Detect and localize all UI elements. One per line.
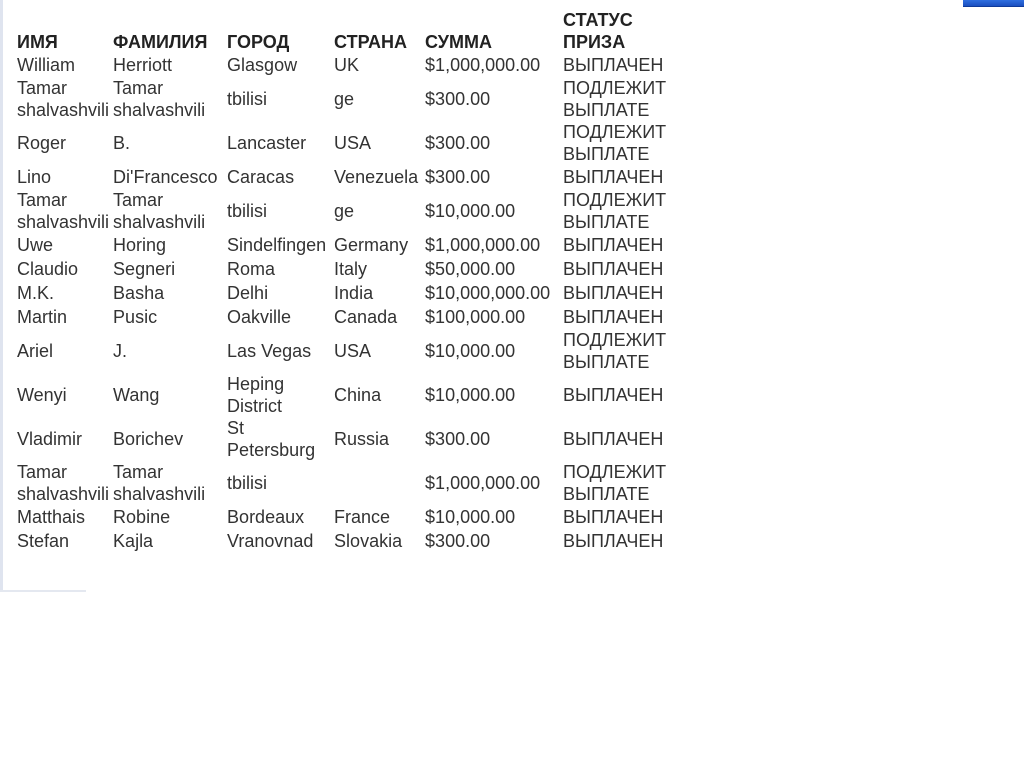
cell-last-name: Basha <box>113 283 165 303</box>
cell-status: ПОДЛЕЖИТ ВЫПЛАТЕ <box>563 78 667 120</box>
cell-status: ВЫПЛАЧЕН <box>563 283 664 303</box>
cell-last-name: Segneri <box>113 259 176 279</box>
cell-city: Las Vegas <box>227 341 312 361</box>
table-row <box>15 461 677 505</box>
table-row <box>15 529 677 553</box>
table-row <box>15 305 677 329</box>
table-row <box>15 165 677 189</box>
cell-last-name: Borichev <box>113 429 184 449</box>
cell-status: ПОДЛЕЖИТ ВЫПЛАТЕ <box>563 330 667 372</box>
header-first-name: ИМЯ <box>17 32 58 52</box>
prize-winners-table <box>15 7 677 553</box>
header-amount: СУММА <box>425 32 492 52</box>
cell-city: Lancaster <box>227 133 307 153</box>
cell-country: Venezuela <box>334 167 419 187</box>
cell-country: Russia <box>334 429 390 449</box>
cell-first-name: Lino <box>17 167 52 187</box>
cell-city: tbilisi <box>227 89 268 109</box>
cell-country: Italy <box>334 259 368 279</box>
table-row <box>15 329 677 373</box>
cell-country: Canada <box>334 307 398 327</box>
cell-status: ВЫПЛАЧЕН <box>563 307 664 327</box>
cell-city: Bordeaux <box>227 507 305 527</box>
cell-last-name: Pusic <box>113 307 158 327</box>
cell-amount: $10,000.00 <box>425 507 516 527</box>
cell-last-name: Di'Francesco <box>113 167 218 187</box>
cell-status: ПОДЛЕЖИТ ВЫПЛАТЕ <box>563 122 667 164</box>
table-body <box>15 53 677 553</box>
cell-country <box>332 461 423 505</box>
cell-status: ВЫПЛАЧЕН <box>563 167 664 187</box>
cell-last-name: Tamar shalvashvili <box>113 190 206 232</box>
table-row <box>15 281 677 305</box>
cell-last-name: J. <box>113 341 128 361</box>
cell-city: Caracas <box>227 167 295 187</box>
cell-country: Germany <box>334 235 409 255</box>
table-row <box>15 505 677 529</box>
top-right-blue-bar <box>963 0 1024 7</box>
cell-country: USA <box>334 133 372 153</box>
cell-status: ВЫПЛАЧЕН <box>563 385 664 405</box>
cell-first-name: Ariel <box>17 341 54 361</box>
cell-first-name: Tamar shalvashvili <box>17 190 110 232</box>
table-row <box>15 417 677 461</box>
cell-first-name: Matthais <box>17 507 86 527</box>
table-row <box>15 233 677 257</box>
cell-first-name: Uwe <box>17 235 54 255</box>
cell-status: ПОДЛЕЖИТ ВЫПЛАТЕ <box>563 190 667 232</box>
cell-amount: $100,000.00 <box>425 307 526 327</box>
cell-last-name: Tamar shalvashvili <box>113 78 206 120</box>
cell-last-name: Robine <box>113 507 171 527</box>
cell-amount: $300.00 <box>425 429 491 449</box>
header-status: СТАТУС ПРИЗА <box>563 10 633 52</box>
table-row <box>15 373 677 417</box>
cell-city: Vranovnad <box>227 531 314 551</box>
cell-country: India <box>334 283 374 303</box>
cell-amount: $1,000,000.00 <box>425 55 541 75</box>
cell-country: ge <box>334 201 355 221</box>
cell-status: ПОДЛЕЖИТ ВЫПЛАТЕ <box>563 462 667 504</box>
header-city: ГОРОД <box>227 32 290 52</box>
cell-first-name: M.K. <box>17 283 55 303</box>
cell-city: Glasgow <box>227 55 298 75</box>
header-country: СТРАНА <box>334 32 408 52</box>
cell-amount: $300.00 <box>425 167 491 187</box>
cell-amount: $300.00 <box>425 89 491 109</box>
cell-status: ВЫПЛАЧЕН <box>563 235 664 255</box>
cell-first-name: Tamar shalvashvili <box>17 462 110 504</box>
cell-country: ge <box>334 89 355 109</box>
cell-amount: $50,000.00 <box>425 259 516 279</box>
cell-city: Oakville <box>227 307 292 327</box>
table-row <box>15 189 677 233</box>
cell-amount: $1,000,000.00 <box>425 473 541 493</box>
cell-country: UK <box>334 55 360 75</box>
left-edge-divider <box>0 0 3 592</box>
cell-amount: $1,000,000.00 <box>425 235 541 255</box>
cell-city: Sindelfingen <box>227 235 327 255</box>
cell-country: China <box>334 385 382 405</box>
cell-amount: $300.00 <box>425 531 491 551</box>
cell-city: Heping District <box>227 374 285 416</box>
cell-first-name: Roger <box>17 133 67 153</box>
cell-country: France <box>334 507 391 527</box>
cell-amount: $10,000,000.00 <box>425 283 551 303</box>
cell-city: tbilisi <box>227 473 268 493</box>
cell-first-name: Wenyi <box>17 385 67 405</box>
cell-city: St Petersburg <box>227 418 316 460</box>
cell-first-name: Stefan <box>17 531 70 551</box>
header-last-name: ФАМИЛИЯ <box>113 32 208 52</box>
cell-first-name: Martin <box>17 307 68 327</box>
bottom-edge-divider <box>0 590 86 592</box>
cell-first-name: Vladimir <box>17 429 83 449</box>
table-row <box>15 257 677 281</box>
cell-amount: $10,000.00 <box>425 341 516 361</box>
cell-status: ВЫПЛАЧЕН <box>563 429 664 449</box>
table-row <box>15 53 677 77</box>
cell-last-name: Tamar shalvashvili <box>113 462 206 504</box>
cell-status: ВЫПЛАЧЕН <box>563 55 664 75</box>
cell-city: tbilisi <box>227 201 268 221</box>
cell-first-name: Tamar shalvashvili <box>17 78 110 120</box>
cell-amount: $10,000.00 <box>425 385 516 405</box>
table-row <box>15 77 677 121</box>
cell-country: USA <box>334 341 372 361</box>
cell-status: ВЫПЛАЧЕН <box>563 531 664 551</box>
cell-last-name: Horing <box>113 235 167 255</box>
cell-last-name: Wang <box>113 385 160 405</box>
cell-first-name: William <box>17 55 75 75</box>
cell-first-name: Claudio <box>17 259 79 279</box>
cell-last-name: B. <box>113 133 131 153</box>
cell-status: ВЫПЛАЧЕН <box>563 507 664 527</box>
cell-city: Roma <box>227 259 276 279</box>
cell-country: Slovakia <box>334 531 403 551</box>
cell-amount: $10,000.00 <box>425 201 516 221</box>
cell-last-name: Herriott <box>113 55 173 75</box>
table-row <box>15 121 677 165</box>
table-header-row <box>15 7 677 53</box>
cell-city: Delhi <box>227 283 269 303</box>
cell-status: ВЫПЛАЧЕН <box>563 259 664 279</box>
cell-last-name: Kajla <box>113 531 154 551</box>
cell-amount: $300.00 <box>425 133 491 153</box>
